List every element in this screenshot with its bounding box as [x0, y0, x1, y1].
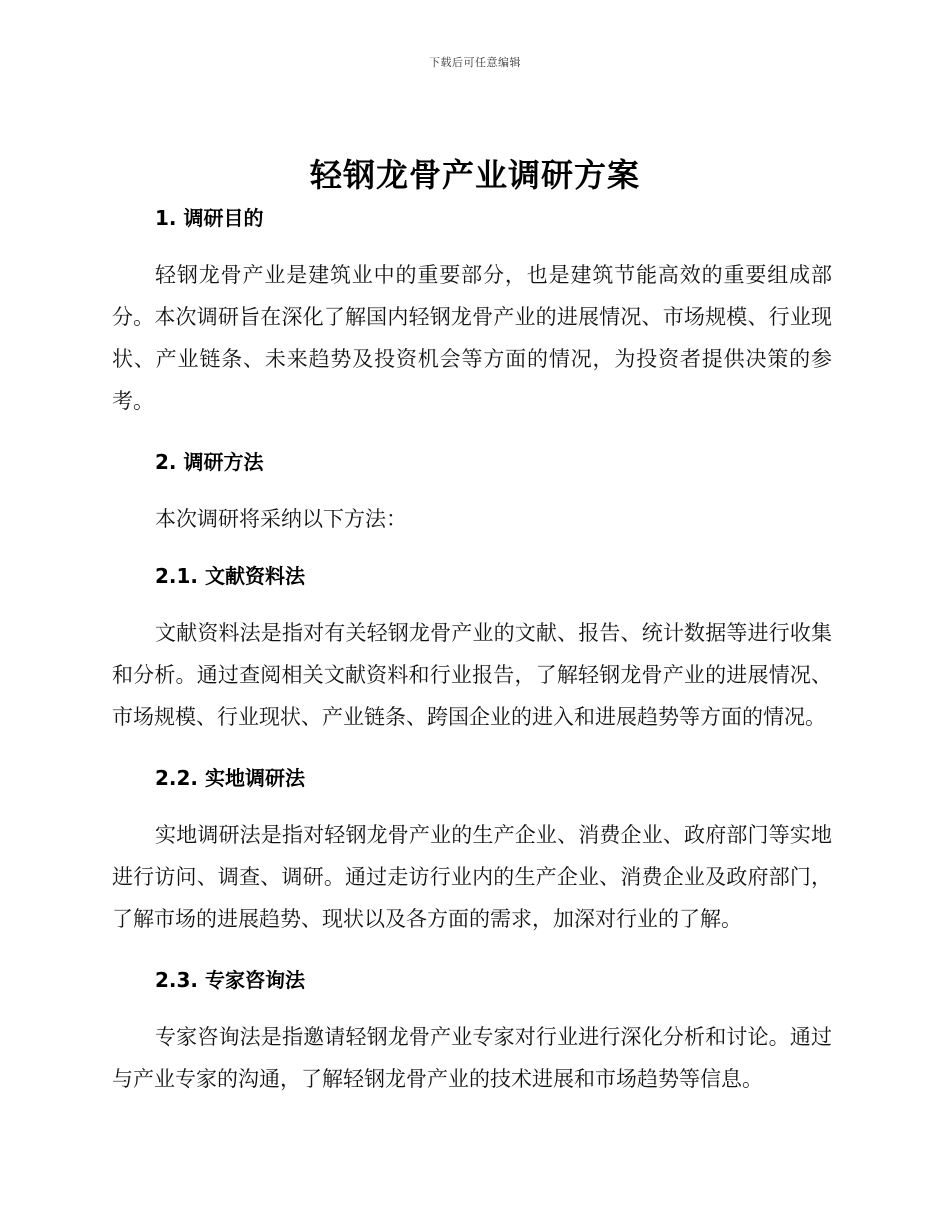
section-heading-literature: 2.1. 文献资料法: [155, 564, 305, 588]
section-paragraph-purpose: 轻钢龙骨产业是建筑业中的重要部分，也是建筑节能高效的重要组成部分。本次调研旨在深化了解国内轻钢龙骨产业的进展情况、市场规模、行业现状、产业链条、未来趋势及投资机会等方面的情况，为投资者提供决策的参考。: [112, 263, 832, 413]
section-paragraph-expert: 专家咨询法是指邀请轻钢龙骨产业专家对行业进行深化分析和讨论。通过与产业专家的沟通，了解轻钢龙骨产业的技术进展和市场趋势等信息。: [112, 1025, 832, 1091]
section-heading-expert: 2.3. 专家咨询法: [155, 968, 305, 992]
section-paragraph-fieldwork: 实地调研法是指对轻钢龙骨产业的生产企业、消费企业、政府部门等实地进行访问、调查、调研。通过走访行业内的生产企业、消费企业及政府部门，了解市场的进展趋势、现状以及各方面的需求，加深对行业的了解。: [112, 823, 832, 931]
section-paragraph-methods: 本次调研将采纳以下方法：: [155, 507, 407, 531]
document-body: [112, 200, 832, 1100]
section-paragraph-literature: 文献资料法是指对有关轻钢龙骨产业的文献、报告、统计数据等进行收集和分析。通过查阅相关文献资料和行业报告，了解轻钢龙骨产业的进展情况、市场规模、行业现状、产业链条、跨国企业的进入和进展趋势等方面的情况。: [112, 621, 832, 729]
document-title: 轻钢龙骨产业调研方案: [309, 156, 640, 194]
section-heading-methods: 2. 调研方法: [155, 450, 264, 474]
section-heading-fieldwork: 2.2. 实地调研法: [155, 766, 305, 790]
section-heading-purpose: 1. 调研目的: [155, 206, 264, 230]
page-header-note: 下载后可任意编辑: [429, 56, 521, 69]
